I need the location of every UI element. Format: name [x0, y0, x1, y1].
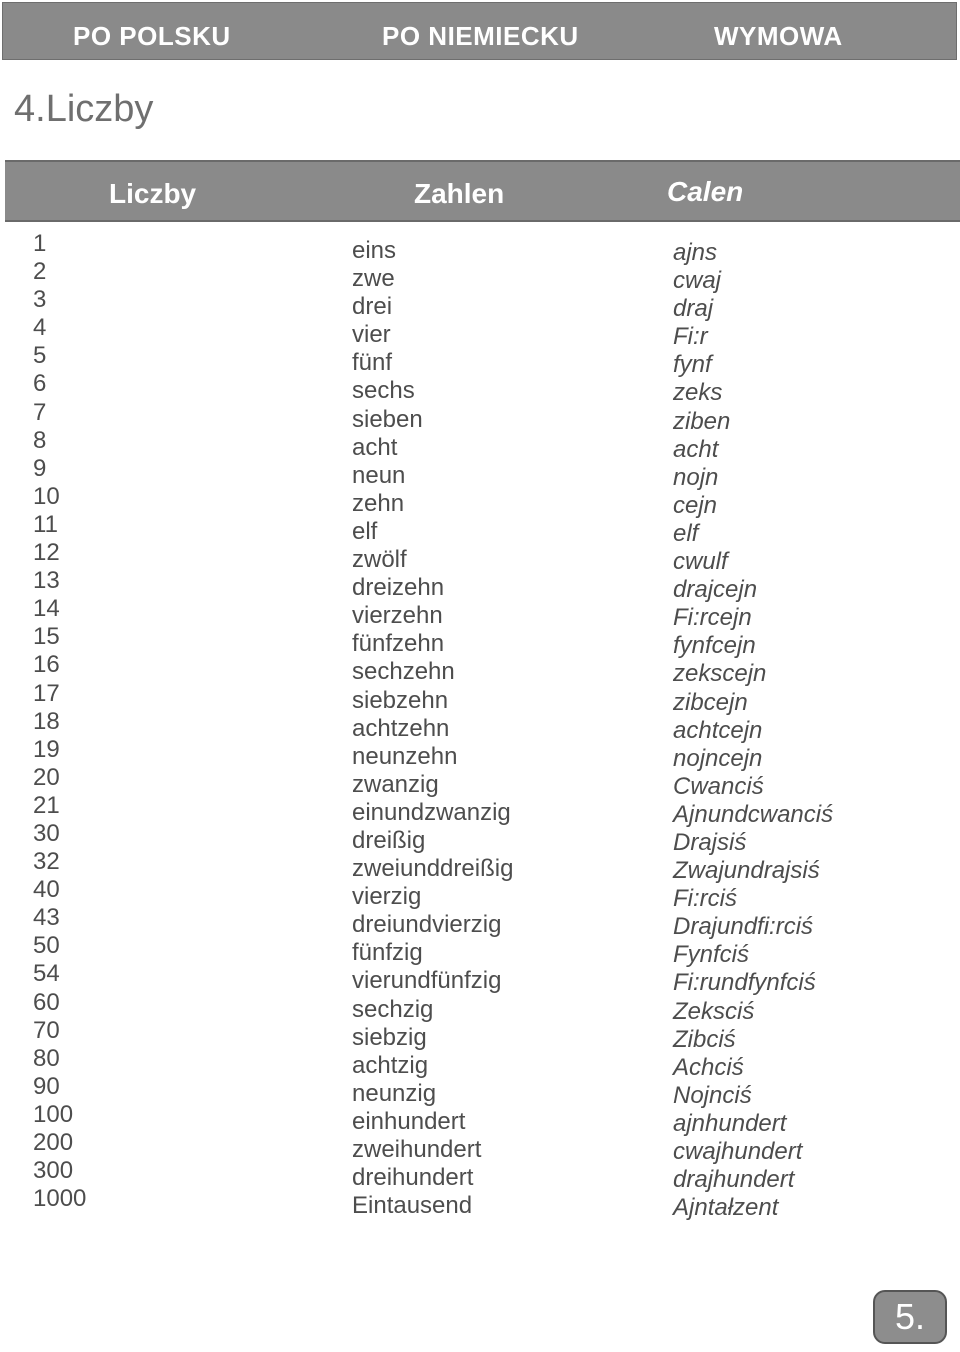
number-cell: 14 [33, 595, 60, 623]
number-cell: 54 [33, 960, 60, 988]
pronunciation-cell: drajcejn [673, 576, 758, 604]
pronunciation-cell: fynfcejn [673, 632, 756, 660]
pronunciation-cell: Fi:r [673, 323, 708, 351]
german-word-cell: vier [352, 321, 391, 349]
pronunciation-cell: achtcejn [673, 716, 763, 744]
page-number-badge: 5. [873, 1290, 947, 1344]
number-cell: 4 [33, 314, 47, 342]
german-word-cell: sechs [352, 377, 415, 405]
header-pronunciation: WYMOWA [714, 21, 843, 51]
column-header-polish: Liczby [109, 178, 197, 209]
german-word-cell: vierundfünfzig [352, 967, 502, 995]
number-cell: 1000 [33, 1185, 87, 1213]
pronunciation-cell: cejn [673, 491, 718, 519]
german-word-cell: sieben [352, 405, 423, 433]
german-word-cell: dreiundvierzig [352, 911, 502, 939]
german-word-cell: neunzig [352, 1079, 437, 1107]
pronunciation-cell: zibcejn [673, 688, 748, 716]
german-word-cell: zweihundert [352, 1136, 482, 1163]
german-word-cell: vierzig [352, 883, 422, 911]
number-cell: 16 [33, 651, 60, 679]
german-word-cell: fünf [352, 349, 393, 377]
number-cell: 70 [33, 1016, 60, 1044]
pronunciation-cell: Achciś [673, 1053, 744, 1081]
pronunciation-cell: nojn [673, 463, 719, 491]
number-cell: 100 [33, 1100, 74, 1128]
header-polish: PO POLSKU [73, 21, 231, 51]
german-word-cell: siebzig [352, 1023, 427, 1051]
pronunciation-cell: cwajhundert [673, 1138, 803, 1165]
number-cell: 200 [33, 1129, 74, 1156]
number-cell: 32 [33, 848, 60, 876]
pronunciation-cell: Ajntałzent [673, 1194, 779, 1222]
german-word-cell: fünfzig [352, 939, 423, 967]
german-word-cell: acht [352, 433, 398, 461]
number-cell: 40 [33, 876, 60, 904]
number-cell: 13 [33, 567, 60, 595]
number-cell: 43 [33, 904, 60, 932]
number-cell: 8 [33, 426, 47, 454]
german-word-cell: achtzehn [352, 714, 450, 742]
german-word-cell: dreihundert [352, 1164, 474, 1192]
german-word-cell: zehn [352, 489, 405, 517]
german-word-cell: einundzwanzig [352, 798, 511, 826]
number-cell: 3 [33, 286, 47, 314]
table-header [5, 160, 960, 222]
number-cell: 300 [33, 1157, 74, 1185]
pronunciation-cell: Drajundfi:rciś [673, 913, 814, 941]
pronunciation-cell: Fi:rundfynfciś [673, 969, 816, 997]
pronunciation-cell: zekscejn [673, 660, 767, 688]
number-cell: 50 [33, 932, 60, 960]
german-word-cell: fünfzehn [352, 630, 445, 658]
number-cell: 7 [33, 398, 47, 426]
pronunciation-cell: Zwajundrajsiś [673, 857, 820, 885]
header-german: PO NIEMIECKU [382, 21, 579, 51]
section-title: 4.Liczby [14, 88, 154, 130]
number-cell: 21 [33, 791, 60, 819]
column-header-german: Zahlen [414, 178, 505, 209]
german-word-cell: drei [352, 293, 393, 321]
pronunciation-cell: drajhundert [673, 1166, 795, 1194]
number-cell: 30 [33, 819, 60, 847]
german-word-cell: neunzehn [352, 742, 458, 770]
number-cell: 90 [33, 1072, 60, 1100]
pronunciation-cell: cwulf [673, 548, 728, 576]
number-cell: 5 [33, 342, 47, 370]
number-cell: 6 [33, 370, 47, 398]
pronunciation-cell: ajnhundert [673, 1109, 787, 1137]
pronunciation-cell: fynf [673, 351, 712, 379]
german-word-cell: elf [352, 517, 378, 545]
german-word-cell: zwölf [352, 546, 407, 574]
number-cell: 80 [33, 1044, 60, 1072]
pronunciation-cell: Fi:rcejn [673, 604, 752, 632]
pronunciation-cell: acht [673, 435, 719, 463]
number-cell: 20 [33, 763, 60, 791]
pronunciation-cell: Ajnundcwanciś [673, 800, 834, 828]
german-word-cell: zwe [352, 265, 395, 293]
pronunciation-column [673, 239, 833, 1222]
pronunciation-cell: Drajsiś [673, 828, 747, 856]
german-word-cell: Eintausend [352, 1192, 473, 1220]
number-cell: 10 [33, 482, 60, 510]
number-cell: 15 [33, 623, 60, 651]
german-word-cell: zwanzig [352, 770, 439, 798]
german-word-cell: achtzig [352, 1051, 429, 1079]
pronunciation-cell: Nojnciś [673, 1081, 752, 1109]
german-word-cell: siebzehn [352, 686, 449, 714]
pronunciation-cell: nojncejn [673, 744, 763, 772]
number-cell: 12 [33, 539, 60, 567]
german-word-cell: vierzehn [352, 602, 443, 630]
german-word-cell: sechzehn [352, 658, 455, 686]
numbers-column [33, 230, 86, 1213]
german-word-cell: einhundert [352, 1107, 466, 1135]
number-cell: 11 [33, 510, 58, 538]
pronunciation-cell: Zeksciś [673, 997, 755, 1025]
pronunciation-cell: zeks [673, 379, 723, 407]
pronunciation-cell: elf [673, 519, 699, 547]
pronunciation-cell: ajns [673, 239, 718, 266]
pronunciation-cell: draj [673, 295, 714, 323]
pronunciation-cell: ziben [673, 407, 731, 435]
german-column [352, 237, 513, 1220]
german-word-cell: neun [352, 461, 406, 489]
pronunciation-cell: Zibciś [673, 1025, 736, 1053]
number-cell: 17 [33, 679, 60, 707]
german-word-cell: dreizehn [352, 574, 445, 602]
pronunciation-cell: Fi:rciś [673, 885, 737, 913]
number-cell: 18 [33, 707, 60, 735]
number-cell: 60 [33, 988, 60, 1016]
language-header-bar [2, 2, 957, 60]
pronunciation-cell: Fynfciś [673, 941, 750, 969]
german-word-cell: eins [352, 237, 397, 264]
pronunciation-cell: Cwanciś [673, 772, 764, 800]
number-cell: 9 [33, 454, 47, 482]
german-word-cell: sechzig [352, 995, 434, 1023]
number-cell: 1 [33, 230, 47, 257]
number-cell: 2 [33, 258, 47, 286]
german-word-cell: zweiunddreißig [352, 855, 514, 883]
german-word-cell: dreißig [352, 826, 426, 854]
pronunciation-cell: cwaj [673, 267, 722, 295]
number-cell: 19 [33, 735, 60, 763]
column-header-pronunciation: Calen [667, 176, 744, 207]
